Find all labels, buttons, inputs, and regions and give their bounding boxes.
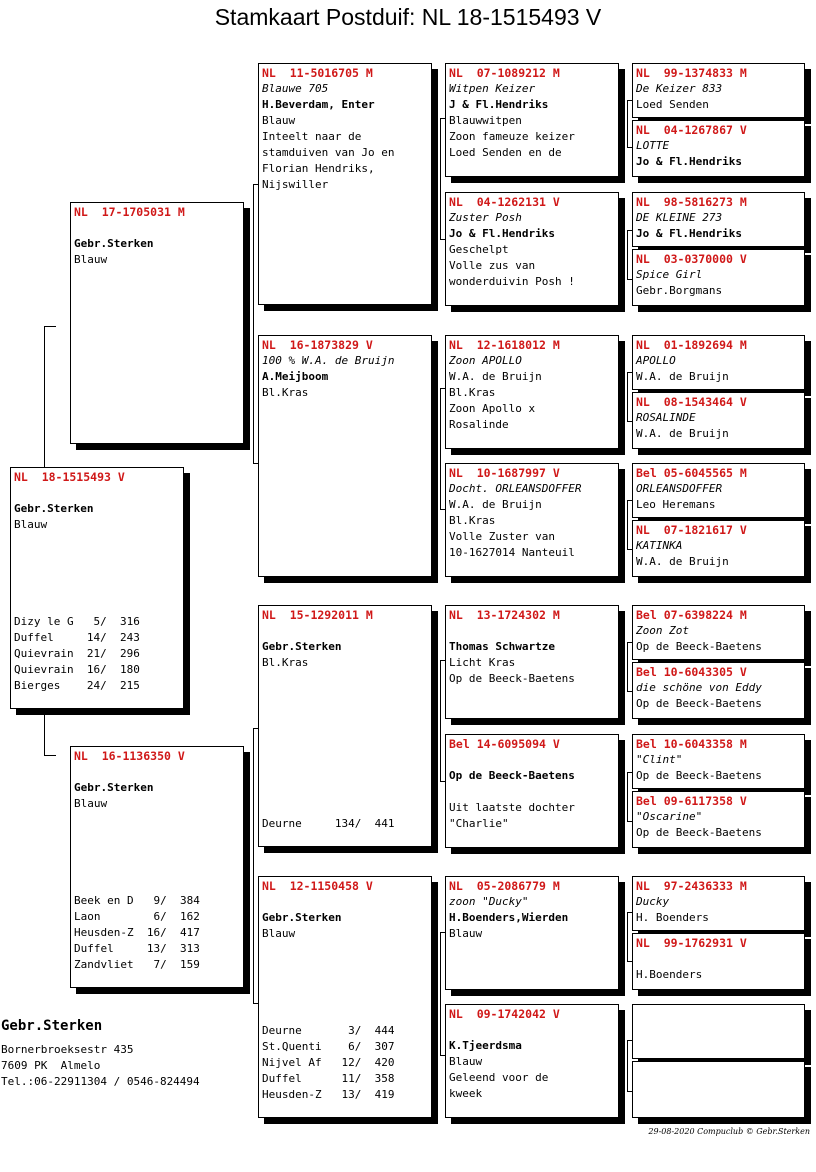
pigeon-card-fmm[interactable] bbox=[445, 463, 619, 577]
pigeon-card-g9[interactable] bbox=[632, 605, 805, 660]
race-results bbox=[14, 614, 140, 694]
race-result: Beek en D 9/ 384 bbox=[74, 894, 200, 907]
pigeon-info-line: 100 % W.A. de Bruijn bbox=[262, 354, 395, 367]
pigeon-info-line bbox=[449, 752, 615, 768]
pigeon-info-line: W.A. de Bruijn bbox=[636, 427, 729, 440]
pigeon-info-line: Blauwe 705 bbox=[262, 82, 329, 95]
pigeon-card-mfm[interactable] bbox=[445, 734, 619, 848]
ring-number: NL 03-0370000 V bbox=[636, 252, 747, 266]
race-result: Dizy le G 5/ 316 bbox=[14, 615, 140, 628]
pigeon-info-line: Gebr.Sterken bbox=[74, 237, 154, 250]
pigeon-info-line bbox=[74, 764, 240, 780]
ring-number: NL 01-1892694 M bbox=[636, 338, 747, 352]
pigeon-card-mm[interactable] bbox=[258, 876, 432, 1118]
pigeon-info-line: Volle Zuster van bbox=[449, 530, 555, 543]
pigeon-info-line: KATINKA bbox=[636, 539, 683, 552]
pigeon-card-g11[interactable] bbox=[632, 734, 805, 789]
pigeon-card-g10[interactable] bbox=[632, 662, 805, 719]
pigeon-info-line: Docht. ORLEANSDOFFER bbox=[449, 482, 582, 495]
pigeon-info-line: Uit laatste dochter bbox=[449, 801, 575, 814]
pigeon-info-line: Blauwwitpen bbox=[449, 114, 522, 127]
ring-number: NL 13-1724302 M bbox=[449, 608, 560, 622]
ring-number: NL 12-1618012 M bbox=[449, 338, 560, 352]
pigeon-info-line: Blauw bbox=[74, 253, 108, 266]
race-result: St.Quenti 6/ 307 bbox=[262, 1040, 395, 1053]
race-result: Deurne 3/ 444 bbox=[262, 1024, 395, 1037]
ring-number: NL 18-1515493 V bbox=[14, 470, 125, 484]
pigeon-card-g4[interactable] bbox=[632, 249, 805, 306]
pigeon-info-line: Ducky bbox=[636, 895, 670, 908]
pigeon-info-line bbox=[74, 220, 240, 236]
ring-number: NL 17-1705031 M bbox=[74, 205, 185, 219]
pigeon-info-line: Zuster Posh bbox=[449, 211, 522, 224]
owner-phone: Tel.:06-22911304 / 0546-824494 bbox=[1, 1075, 200, 1088]
ring-number: NL 10-1687997 V bbox=[449, 466, 560, 480]
pigeon-info-line: Op de Beeck-Baetens bbox=[449, 672, 575, 685]
pigeon-info-line: Blauw bbox=[262, 114, 296, 127]
ring-number: NL 16-1873829 V bbox=[262, 338, 373, 352]
pigeon-info-line: Spice Girl bbox=[636, 268, 703, 281]
pigeon-info-line: Gebr.Sterken bbox=[262, 911, 342, 924]
ring-number: NL 04-1262131 V bbox=[449, 195, 560, 209]
pigeon-info-line: kweek bbox=[449, 1087, 483, 1100]
pigeon-info-line: H.Boenders,Wierden bbox=[449, 911, 569, 924]
race-result: Quievrain 21/ 296 bbox=[14, 647, 140, 660]
race-result: Deurne 134/ 441 bbox=[262, 817, 395, 830]
pigeon-info-line: W.A. de Bruijn bbox=[636, 555, 729, 568]
pigeon-info-line: Licht Kras bbox=[449, 656, 516, 669]
pigeon-info-line: Gebr.Sterken bbox=[74, 781, 154, 794]
pigeon-info-line: Blauw bbox=[449, 927, 483, 940]
pigeon-card-fff[interactable] bbox=[445, 63, 619, 177]
race-result: Nijvel Af 12/ 420 bbox=[262, 1056, 395, 1069]
race-result: Laon 6/ 162 bbox=[74, 910, 200, 923]
pigeon-info-line: Jo & Fl.Hendriks bbox=[449, 227, 555, 240]
pigeon-info-line: Volle zus van bbox=[449, 259, 536, 272]
pigeon-info-line: "Clint" bbox=[636, 753, 683, 766]
pigeon-info-line: Blauw bbox=[449, 1055, 483, 1068]
pigeon-info-line: Witpen Keizer bbox=[449, 82, 536, 95]
pigeon-card-ff[interactable] bbox=[258, 63, 432, 305]
pigeon-card-mmm[interactable] bbox=[445, 1004, 619, 1118]
pigeon-card-ffm[interactable] bbox=[445, 192, 619, 306]
ring-number: NL 09-1742042 V bbox=[449, 1007, 560, 1021]
pigeon-info-line: Florian Hendriks, bbox=[262, 162, 375, 175]
pigeon-info-line bbox=[449, 623, 615, 639]
pigeon-info-line: Zoon Zot bbox=[636, 624, 689, 637]
pigeon-card-g14[interactable] bbox=[632, 933, 805, 990]
pigeon-card-g1[interactable] bbox=[632, 63, 805, 118]
pigeon-card-g6[interactable] bbox=[632, 392, 805, 449]
pigeon-info-line: Zoon Apollo x bbox=[449, 402, 536, 415]
pigeon-info-line: H.Boenders bbox=[636, 968, 703, 981]
ring-number: NL 05-2086779 M bbox=[449, 879, 560, 893]
pigeon-info-line: Bl.Kras bbox=[262, 386, 309, 399]
pigeon-info-line: DE KLEINE 273 bbox=[636, 211, 723, 224]
pigeon-info-line: Jo & Fl.Hendriks bbox=[636, 155, 742, 168]
ring-number: Bel 05-6045565 M bbox=[636, 466, 747, 480]
pigeon-card-father[interactable] bbox=[70, 202, 244, 444]
pigeon-card-g2[interactable] bbox=[632, 120, 805, 177]
pigeon-info-line: W.A. de Bruijn bbox=[449, 370, 542, 383]
ring-number: NL 99-1762931 V bbox=[636, 936, 747, 950]
ring-number: NL 98-5816273 M bbox=[636, 195, 747, 209]
pigeon-card-g3[interactable] bbox=[632, 192, 805, 247]
pigeon-info-line: Zoon fameuze keizer bbox=[449, 130, 575, 143]
pigeon-info-line: Leo Heremans bbox=[636, 498, 716, 511]
race-result: Duffel 13/ 313 bbox=[74, 942, 200, 955]
pigeon-info-line: W.A. de Bruijn bbox=[636, 370, 729, 383]
pigeon-info-line: ORLEANSDOFFER bbox=[636, 482, 723, 495]
race-result: Heusden-Z 13/ 419 bbox=[262, 1088, 395, 1101]
ring-number: Bel 07-6398224 M bbox=[636, 608, 747, 622]
pigeon-info-line: "Charlie" bbox=[449, 817, 509, 830]
pigeon-info-line bbox=[449, 1022, 615, 1038]
pigeon-info-line: ROSALINDE bbox=[636, 411, 696, 424]
pigeon-info-line: Loed Senden en de bbox=[449, 146, 562, 159]
pigeon-card-g7[interactable] bbox=[632, 463, 805, 518]
pigeon-info-line: die schöne von Eddy bbox=[636, 681, 762, 694]
pigeon-info-line: K.Tjeerdsma bbox=[449, 1039, 522, 1052]
pigeon-info-line: Bl.Kras bbox=[262, 656, 309, 669]
pigeon-card-fm[interactable] bbox=[258, 335, 432, 577]
footer-credit: 29-08-2020 Compuclub © Gebr.Sterken bbox=[648, 1127, 810, 1136]
pigeon-card-fmf[interactable] bbox=[445, 335, 619, 449]
pigeon-info-line: Bl.Kras bbox=[449, 514, 496, 527]
ring-number: Bel 14-6095094 V bbox=[449, 737, 560, 751]
ring-number: NL 12-1150458 V bbox=[262, 879, 373, 893]
race-result: Bierges 24/ 215 bbox=[14, 679, 140, 692]
pigeon-card-g13[interactable] bbox=[632, 876, 805, 931]
pigeon-info-line: Bl.Kras bbox=[449, 386, 496, 399]
page-title: Stamkaart Postduif: NL 18-1515493 V bbox=[214, 4, 602, 30]
race-result: Heusden-Z 16/ 417 bbox=[74, 926, 200, 939]
pigeon-info-line bbox=[262, 623, 428, 639]
pigeon-info-line: Nijswiller bbox=[262, 178, 329, 191]
pigeon-card-mff[interactable] bbox=[445, 605, 619, 719]
pigeon-info-line: "Oscarine" bbox=[636, 810, 703, 823]
pigeon-info-line: Op de Beeck-Baetens bbox=[636, 640, 762, 653]
pigeon-info-line: Loed Senden bbox=[636, 98, 709, 111]
pigeon-info-line: Op de Beeck-Baetens bbox=[636, 697, 762, 710]
pigeon-card-g8[interactable] bbox=[632, 520, 805, 577]
pigeon-info-line: wonderduivin Posh ! bbox=[449, 275, 575, 288]
ring-number: NL 99-1374833 M bbox=[636, 66, 747, 80]
pigeon-info-line: J & Fl.Hendriks bbox=[449, 98, 549, 111]
pigeon-info-line: De Keizer 833 bbox=[636, 82, 723, 95]
pigeon-info-line: LOTTE bbox=[636, 139, 670, 152]
pigeon-info-line: Thomas Schwartze bbox=[449, 640, 555, 653]
pigeon-info-line bbox=[14, 485, 180, 501]
race-results bbox=[262, 1023, 394, 1103]
pigeon-info-line: Gebr.Sterken bbox=[14, 502, 94, 515]
pigeon-info-line: Jo & Fl.Hendriks bbox=[636, 227, 742, 240]
pigeon-info-line: Zoon APOLLO bbox=[449, 354, 522, 367]
pigeon-card-mmf[interactable] bbox=[445, 876, 619, 990]
pigeon-info-line: Blauw bbox=[74, 797, 108, 810]
pigeon-card-mf[interactable] bbox=[258, 605, 432, 847]
ring-number: NL 11-5016705 M bbox=[262, 66, 373, 80]
pigeon-card-mother[interactable] bbox=[70, 746, 244, 988]
race-result: Zandvliet 7/ 159 bbox=[74, 958, 200, 971]
pigeon-info-line: Geleend voor de bbox=[449, 1071, 549, 1084]
pigeon-info-line: Rosalinde bbox=[449, 418, 509, 431]
owner-city: 7609 PK Almelo bbox=[1, 1059, 101, 1072]
pigeon-info-line: H. Boenders bbox=[636, 911, 709, 924]
owner-address: Bornerbroeksestr 435 bbox=[1, 1043, 134, 1056]
pigeon-card-g16[interactable] bbox=[632, 1061, 805, 1118]
ring-number: NL 16-1136350 V bbox=[74, 749, 185, 763]
pigeon-info-line bbox=[262, 894, 428, 910]
pigeon-card-g5[interactable] bbox=[632, 335, 805, 390]
pigeon-info-line: H.Beverdam, Enter bbox=[262, 98, 375, 111]
ring-number: NL 07-1821617 V bbox=[636, 523, 747, 537]
pigeon-info-line: Op de Beeck-Baetens bbox=[636, 769, 762, 782]
pigeon-info-line: W.A. de Bruijn bbox=[449, 498, 542, 511]
ring-number: NL 15-1292011 M bbox=[262, 608, 373, 622]
pigeon-info-line: 10-1627014 Nanteuil bbox=[449, 546, 575, 559]
pigeon-info-line: Gebr.Sterken bbox=[262, 640, 342, 653]
ring-number: NL 07-1089212 M bbox=[449, 66, 560, 80]
ring-number: NL 08-1543464 V bbox=[636, 395, 747, 409]
ring-number: Bel 10-6043358 M bbox=[636, 737, 747, 751]
pigeon-info-line: Inteelt naar de bbox=[262, 130, 362, 143]
pigeon-info-line: zoon "Ducky" bbox=[449, 895, 529, 908]
pigeon-card-g12[interactable] bbox=[632, 791, 805, 848]
pigeon-info-line: Gebr.Borgmans bbox=[636, 284, 723, 297]
race-result: Quievrain 16/ 180 bbox=[14, 663, 140, 676]
race-result: Duffel 11/ 358 bbox=[262, 1072, 395, 1085]
owner-name: Gebr.Sterken bbox=[1, 1018, 103, 1034]
pigeon-card-self[interactable] bbox=[10, 467, 184, 709]
pigeon-info-line: A.Meijboom bbox=[262, 370, 329, 383]
pigeon-info-line bbox=[449, 784, 615, 800]
pigeon-info-line: Geschelpt bbox=[449, 243, 509, 256]
pigeon-card-g15[interactable] bbox=[632, 1004, 805, 1059]
pigeon-info-line: Op de Beeck-Baetens bbox=[636, 826, 762, 839]
race-results bbox=[74, 893, 200, 973]
race-results bbox=[262, 816, 394, 832]
ring-number: Bel 09-6117358 V bbox=[636, 794, 747, 808]
pigeon-info-line: Op de Beeck-Baetens bbox=[449, 769, 575, 782]
pigeon-info-line: stamduiven van Jo en bbox=[262, 146, 395, 159]
ring-number: NL 97-2436333 M bbox=[636, 879, 747, 893]
pigeon-info-line: Blauw bbox=[262, 927, 296, 940]
ring-number: NL 04-1267867 V bbox=[636, 123, 747, 137]
ring-number: Bel 10-6043305 V bbox=[636, 665, 747, 679]
pigeon-info-line bbox=[636, 951, 801, 967]
race-result: Duffel 14/ 243 bbox=[14, 631, 140, 644]
pigeon-info-line: Blauw bbox=[14, 518, 48, 531]
pigeon-info-line: APOLLO bbox=[636, 354, 676, 367]
